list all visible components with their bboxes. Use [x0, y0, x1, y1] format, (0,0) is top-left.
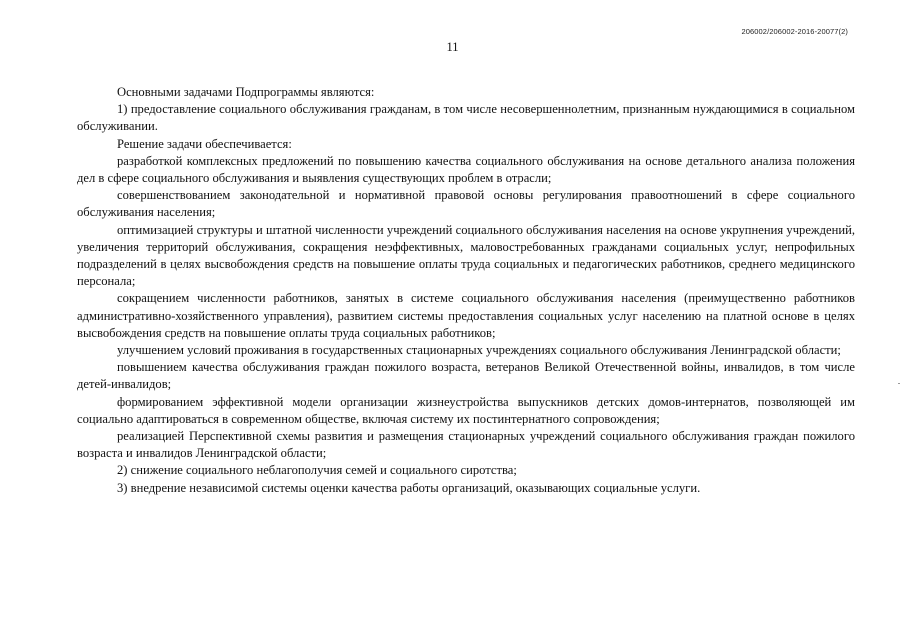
document-body — [77, 84, 855, 497]
paragraph-measure-graduates: формированием эффективной модели организации жизнеустройства выпускников детских домов-интернатов, позволяющей им социально адаптироваться в современном обществе, включая систему их постинтернатного сопровождения; — [77, 394, 855, 426]
paragraph-measure-proposals: разработкой комплексных предложений по повышению качества социального обслуживания на основе детального анализа положения дел в сфере социального обслуживания и выявления существующих проблем в отрасли; — [77, 153, 855, 186]
scan-speck — [898, 383, 900, 384]
paragraph-measure-quality: повышением качества обслуживания граждан пожилого возраста, ветеранов Великой Отечественной войны, инвалидов, в том числе детей-инвалидов; — [77, 360, 855, 392]
paragraph-task-3: 3) внедрение независимой системы оценки качества работы организаций, оказывающих социальные услуги. — [117, 480, 701, 495]
paragraph-task-1: 1) предоставление социального обслуживания гражданам, в том числе несовершеннолетним, признанным нуждающимися в социальном обслуживании. — [77, 102, 855, 134]
paragraph-measure-scheme: реализацией Перспективной схемы развития и размещения стационарных учреждений социального обслуживания граждан пожилого возраста и инвалидов Ленинградской области; — [77, 429, 855, 461]
paragraph-tasks-intro: Основными задачами Подпрограммы являются: — [117, 85, 375, 99]
page-number: 11 — [446, 40, 459, 54]
document-id: 206002/206002-2016-20077(2) — [741, 27, 848, 36]
paragraph-task-2: 2) снижение социального неблагополучия семей и социального сиротства; — [117, 463, 517, 478]
paragraph-measure-optimization: оптимизацией структуры и штатной численности учреждений социального обслуживания населения на основе укрупнения учреждений, увеличения территорий обслуживания, сокращения неэффективных, маловостребованных гражданами социальных услуг, непрофильных подразделений в целях высвобождения средств на повышение оплаты труда социальных и педагогических работников, среднего медицинского персонала; — [77, 222, 855, 289]
paragraph-solution-intro: Решение задачи обеспечивается: — [117, 136, 292, 151]
paragraph-measure-legal: совершенствованием законодательной и нормативной правовой основы регулирования правоотношений в сфере социального обслуживания населения; — [77, 188, 855, 220]
paragraph-measure-living-conditions: улучшением условий проживания в государственных стационарных учреждениях социального обслуживания Ленинградской области; — [117, 343, 841, 358]
paragraph-measure-staff-reduction: сокращением численности работников, занятых в системе социального обслуживания населения (преимущественно работников административно-хозяйственного управления), развитием системы предоставления социальных услуг населению на платной основе в целях высвобождения средств на повышение оплаты труда социальных работников; — [77, 291, 855, 340]
